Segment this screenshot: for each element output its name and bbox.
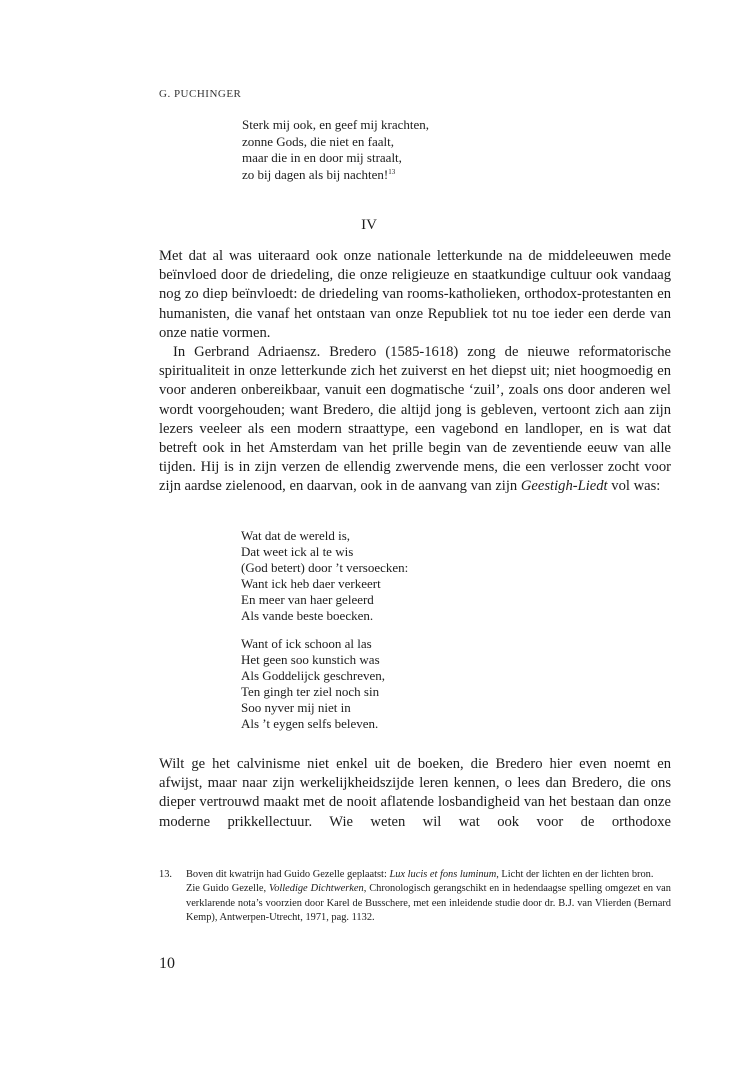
poem-line: (God betert) door ’t versoecken: [241,560,409,575]
footnote-body [186,868,671,926]
poem-line: maar die in en door mij straalt, [242,150,402,166]
poem-line: Als Goddelijck geschreven, [241,668,386,683]
footnote-reference: 13 [388,167,396,176]
poem-line: zo bij dagen als bij nachten!$^{13}$ [242,166,396,182]
poem-line: Als ’t eygen selfs beleven. [241,716,379,731]
body-text-top [159,247,671,497]
poem-stanza [241,528,408,624]
page-number: 10 [159,955,175,972]
poem-line: Het geen soo kunstich was [241,652,380,667]
poem-line: zonne Gods, die niet en faalt, [242,133,394,149]
bredero-poem [241,528,408,732]
footnote-text: Zie Guido Gezelle, Volledige Dichtwerken, Chronologisch gerangschikt en in hedendaagse spelling omgezet en van verklarende nota’s voorzien door Karel de Busschere, met een inleidende studie door dr. B.J. van Vlierden (Bernard Kemp), Antwerpen-Utrecht, 1971, pag. 1132. [186,883,671,924]
poem-stanza [241,636,408,732]
body-text-bottom [159,755,671,832]
paragraph: Met dat al was uiteraard ook onze nationale letterkunde na de middeleeuwen mede beïnvloed door de driedeling, die onze religieuze en staatkundige cultuur ook vandaag nog zo diep beïnvloedt: de driedeling van rooms-katholieken, orthodox-protestanten en humanisten, die vanaf het ontstaan van onze Republiek tot nu toe ieder een derde van onze natie vormen. [159,248,671,341]
poem-line: Sterk mij ook, en geef mij krachten, [242,117,430,132]
footnote-text: Boven dit kwatrijn had Guido Gezelle geplaatst: Lux lucis et fons luminum, Licht der lichten en der lichten bron. [186,869,654,880]
opening-quatrain [242,117,429,183]
title-italic: Geestigh-Liedt [520,478,608,495]
poem-line: Ten gingh ter ziel noch sin [241,684,380,699]
running-head: G. PUCHINGER [159,88,242,100]
poem-line: Soo nyver mij niet in [241,700,351,715]
paragraph: In Gerbrand Adriaensz. Bredero (1585-1618) zong de nieuwe reformatorische spiritualiteit in onze letterkunde zich het zuiverst en het diepst uit; niet hoogmoedig en voor anderen onbereikbaar, vanuit een dogmatische ‘zuil’, zoals ons door anderen wel wordt voorgehouden; want Bredero, die altijd jong is gebleven, vertoont zich aan zijn lezers veeleer als een modern straattype, een vagebond en landloper, en is wat dat betreft ook in het Amsterdam van het prille begin van de zeventiende eeuw van alle tijden. Hij is in zijn verzen de ellendig zwervende mens, die een verlosser zocht voor zijn aardse zielenood, en daarvan, ook in de aanvang van zijn Geestigh-Liedt vol was: [159,344,671,495]
poem-line: Dat weet ick al te wis [241,544,354,559]
poem-line: Want ick heb daer verkeert [241,576,381,591]
paragraph: Wilt ge het calvinisme niet enkel uit de boeken, die Bredero hier even noemt en afwijst, maar naar zijn werkelijkheidszijde leren kennen, o lees dan Bredero, die ons dieper vertrouwd maakt met de nooit aflatende losbandigheid van het bestaan dan onze moderne prikkellectuur. Wie weten wil wat ook voor de orthodoxe [159,756,671,830]
poem-line: Als vande beste boecken. [241,608,374,623]
footnotes [159,868,671,926]
poem-line: Wat dat de wereld is, [241,528,351,543]
poem-line: Want of ick schoon al las [241,636,372,651]
footnote-number: 13. [159,869,172,880]
poem-line: En meer van haer geleerd [241,592,374,607]
section-number: IV [361,217,377,233]
